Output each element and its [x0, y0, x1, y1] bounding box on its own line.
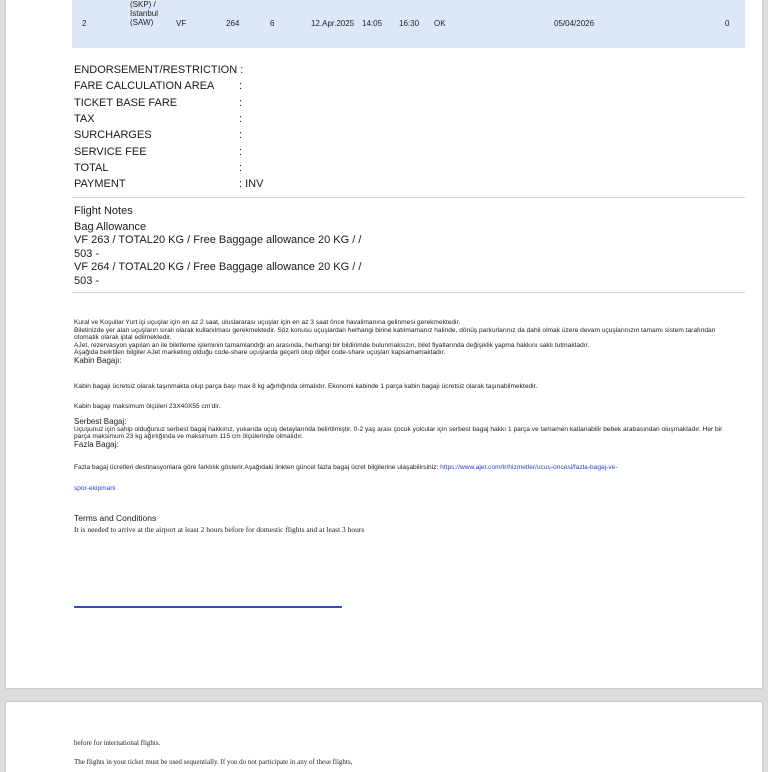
fare-value: :	[239, 113, 243, 126]
baggage-count: 0	[725, 19, 730, 28]
fare-value: :	[239, 161, 243, 174]
condition-paragraph: Kural ve Koşullar Yurt içi uçuşlar için en az 2 saat, uluslararası uçuşlar için en az 3 saat önce havalimanına gelinmesi gerekmektedir.	[74, 319, 461, 326]
booking-class: 6	[270, 19, 275, 28]
extra-baggage-text	[74, 464, 734, 472]
flight-row-2	[72, 0, 745, 48]
bag-line: VF 264 / TOTAL20 KG / Free Baggage allowance 20 KG / /	[74, 261, 362, 274]
condition-paragraph: Biletinizde yer alan uçuşların sıralı olarak kullanılması gerekmektedir. Söz konusu uçuşlardan herhangi birine katılmamanız halinde, dönüş parkurlarınız da dahil olmak üzere devam uçuşlarınızın tamamı sistem tarafından otomatik olarak iptal edilmektedir.	[74, 326, 716, 342]
divider	[72, 197, 745, 198]
cabin-baggage-text: Kabin bagajı ücretsiz olarak taşınmakta olup parça başı max 8 kg ağırlığında olmalıdır. Ekonomi kabinde 1 parça kabin bagajı ücretsiz olarak taşınabilmektedir.	[74, 383, 538, 390]
valid-until: 05/04/2026	[554, 19, 595, 28]
ticket-page-2	[6, 702, 762, 772]
condition-paragraph: AJet, rezervasyon yapılan an ile biletleme işleminin tamamlandığı an arasında, herhangi bir bildirimde bulunmaksızın, bilet fiyatlarında değişiklik yapma hakkını saklı tutmaktadır.	[74, 341, 590, 349]
signature-line	[74, 606, 342, 608]
conditions-block	[74, 319, 734, 365]
fare-row	[74, 78, 263, 94]
flight-number: 264	[226, 19, 240, 28]
terms-text: It is needed to arrive at the airport at least 2 hours before for domestic flights and at least 3 hours	[74, 525, 365, 534]
arrival-time: 16:30	[399, 19, 420, 28]
fare-label: TOTAL	[74, 161, 109, 174]
fare-value: :	[239, 129, 243, 142]
fare-value: :	[239, 80, 243, 93]
fare-label: SURCHARGES	[74, 129, 152, 142]
departure-time: 14:05	[362, 19, 383, 28]
extra-baggage-link[interactable]: https://www.ajet.com/tr/hizmetler/ucus-oncesi/fazla-bagaj-ve-	[440, 464, 618, 471]
fare-details	[74, 62, 263, 192]
fare-value: :	[239, 145, 243, 158]
free-baggage-text: Uçuşunuz için sahip olduğunuz serbest bagaj hakkınız, yukarıda uçuş detaylarında belirtilmiştir. 0-2 yaş arası çocuk yolcular için serbest bagaj hakkı 1 parça ve tamamen katlanabilir bebek arabasından oluşmaktadır. Her bir parça maksimum 23 kg ağırlığında ve maksimum 115 cm ölçülerinde olmalıdır.	[74, 425, 723, 441]
ticket-page-1	[6, 0, 762, 688]
divider	[72, 292, 745, 293]
route-line: (SAW)	[130, 18, 154, 27]
flight-notes-title: Flight Notes	[74, 205, 133, 217]
status: OK	[434, 19, 446, 28]
free-baggage-block	[74, 418, 734, 448]
bag-allowance-title: Bag Allowance	[74, 220, 147, 233]
route	[130, 0, 158, 27]
fare-label: PAYMENT	[74, 178, 126, 191]
fare-value: : INV	[239, 178, 264, 191]
fare-row	[74, 143, 263, 159]
route-line: Istanbul	[130, 9, 159, 18]
cabin-baggage-size: Kabin bagajı maksimum ölçüleri 23X40X55 cm'dir.	[74, 403, 221, 410]
page2-line: The flights in your ticket must be used sequentially. If you do not participate in any of these flights,	[74, 758, 353, 766]
bag-line: 503 -	[74, 274, 100, 287]
terms-title: Terms and Conditions	[74, 513, 157, 523]
endorsement-row	[74, 62, 263, 78]
fare-row	[74, 111, 263, 127]
extra-baggage-title: Fazla Bagaj:	[74, 439, 119, 449]
route-line: (SKP) /	[130, 0, 156, 9]
page2-line: before for international flights.	[74, 739, 161, 747]
flight-no-index: 2	[82, 19, 87, 28]
fare-value: :	[239, 96, 243, 109]
extra-baggage-link-cont[interactable]: spor-ekipmani	[74, 485, 116, 492]
cabin-baggage-title: Kabin Bagajı:	[74, 355, 122, 365]
endorsement-label: ENDORSEMENT/RESTRICTION :	[74, 64, 244, 77]
free-baggage-title: Serbest Bagaj:	[74, 417, 127, 426]
extra-baggage-desc: Fazla bagaj ücretleri destinasyonlara göre farklılık gösterir.Aşağıdaki linkten güncel fazla bagaj ücret bilgilerine ulaşabilirsiniz:	[74, 464, 439, 471]
bag-line: 503 -	[74, 247, 100, 260]
bag-line: VF 263 / TOTAL20 KG / Free Baggage allowance 20 KG / /	[74, 234, 362, 247]
fare-row	[74, 160, 263, 176]
fare-label: TICKET BASE FARE	[74, 96, 178, 109]
fare-row	[74, 95, 263, 111]
fare-label: SERVICE FEE	[74, 145, 147, 158]
airline-code: VF	[176, 19, 187, 28]
fare-label: TAX	[74, 113, 95, 126]
fare-row	[74, 176, 263, 192]
fare-row	[74, 127, 263, 143]
flight-notes	[74, 205, 361, 289]
condition-paragraph: Aşağıda belirtilen bilgiler AJet marketing olduğu code-share uçuşlarda geçerli olup diğer code-share uçuşları kapsamamaktadır.	[74, 349, 446, 357]
fare-label: FARE CALCULATION AREA	[74, 80, 215, 93]
flight-date: 12.Apr.2025	[311, 19, 355, 28]
